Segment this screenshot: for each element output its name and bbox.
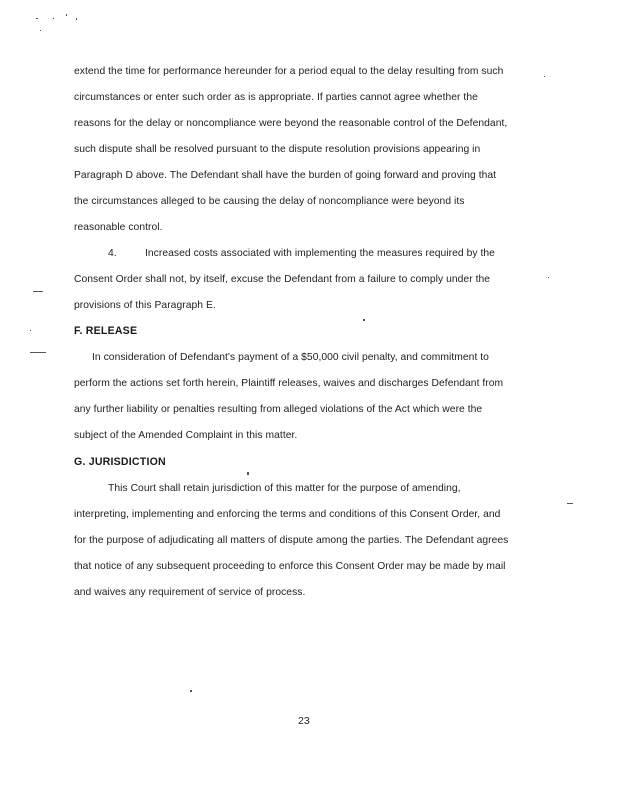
body-text-line: Increased costs associated with implementing the measures required by the xyxy=(145,248,495,259)
body-text-line: such dispute shall be resolved pursuant to the dispute resolution provisions appearing in xyxy=(74,144,481,155)
body-text-line: any further liability or penalties resulting from alleged violations of the Act which were the xyxy=(74,404,483,415)
scan-artifact xyxy=(33,291,43,292)
body-text-line: that notice of any subsequent proceeding to enforce this Consent Order may be made by mail xyxy=(74,561,506,572)
scan-artifact xyxy=(53,18,54,19)
scan-artifact xyxy=(567,503,573,504)
body-text-line: reasons for the delay or noncompliance were beyond the reasonable control of the Defendant, xyxy=(74,118,508,129)
body-text-line: interpreting, implementing and enforcing the terms and conditions of this Consent Order, and xyxy=(74,509,501,520)
scan-artifact xyxy=(544,76,545,77)
body-text-line: Paragraph D above. The Defendant shall have the burden of going forward and proving that xyxy=(74,170,497,181)
body-text-line: subject of the Amended Complaint in this matter. xyxy=(74,430,298,441)
scan-artifact xyxy=(76,18,77,20)
page-number: 23 xyxy=(298,715,310,727)
section-heading-release: F. RELEASE xyxy=(74,325,138,337)
body-text-line: This Court shall retain jurisdiction of this matter for the purpose of amending, xyxy=(108,483,461,494)
scan-artifact xyxy=(40,30,41,31)
body-text-line: reasonable control. xyxy=(74,222,163,233)
body-text-line: the circumstances alleged to be causing the delay of noncompliance were beyond its xyxy=(74,196,465,207)
body-text-line: Consent Order shall not, by itself, excuse the Defendant from a failure to comply under the xyxy=(74,274,491,285)
scan-artifact xyxy=(363,319,365,321)
scan-artifact xyxy=(190,690,192,692)
section-heading-jurisdiction: G. JURISDICTION xyxy=(74,456,166,468)
body-text-line: provisions of this Paragraph E. xyxy=(74,300,216,311)
scan-artifact xyxy=(30,330,31,331)
scan-artifact xyxy=(548,277,549,278)
body-text-line: In consideration of Defendant's payment of a $50,000 civil penalty, and commitment to xyxy=(92,352,489,363)
scan-artifact xyxy=(66,14,67,16)
body-text-line: circumstances or enter such order as is appropriate. If parties cannot agree whether the xyxy=(74,92,478,103)
body-text-line: perform the actions set forth herein, Plaintiff releases, waives and discharges Defendant from xyxy=(74,378,504,389)
body-text-line: for the purpose of adjudicating all matters of dispute among the parties. The Defendant agrees xyxy=(74,535,509,546)
scan-artifact xyxy=(247,472,249,475)
body-text-line: and waives any requirement of service of process. xyxy=(74,587,306,598)
paragraph-number: 4. xyxy=(108,248,117,259)
scan-artifact xyxy=(36,18,38,19)
scan-artifact xyxy=(30,352,46,353)
body-text-line: extend the time for performance hereunder for a period equal to the delay resulting from such xyxy=(74,66,504,77)
